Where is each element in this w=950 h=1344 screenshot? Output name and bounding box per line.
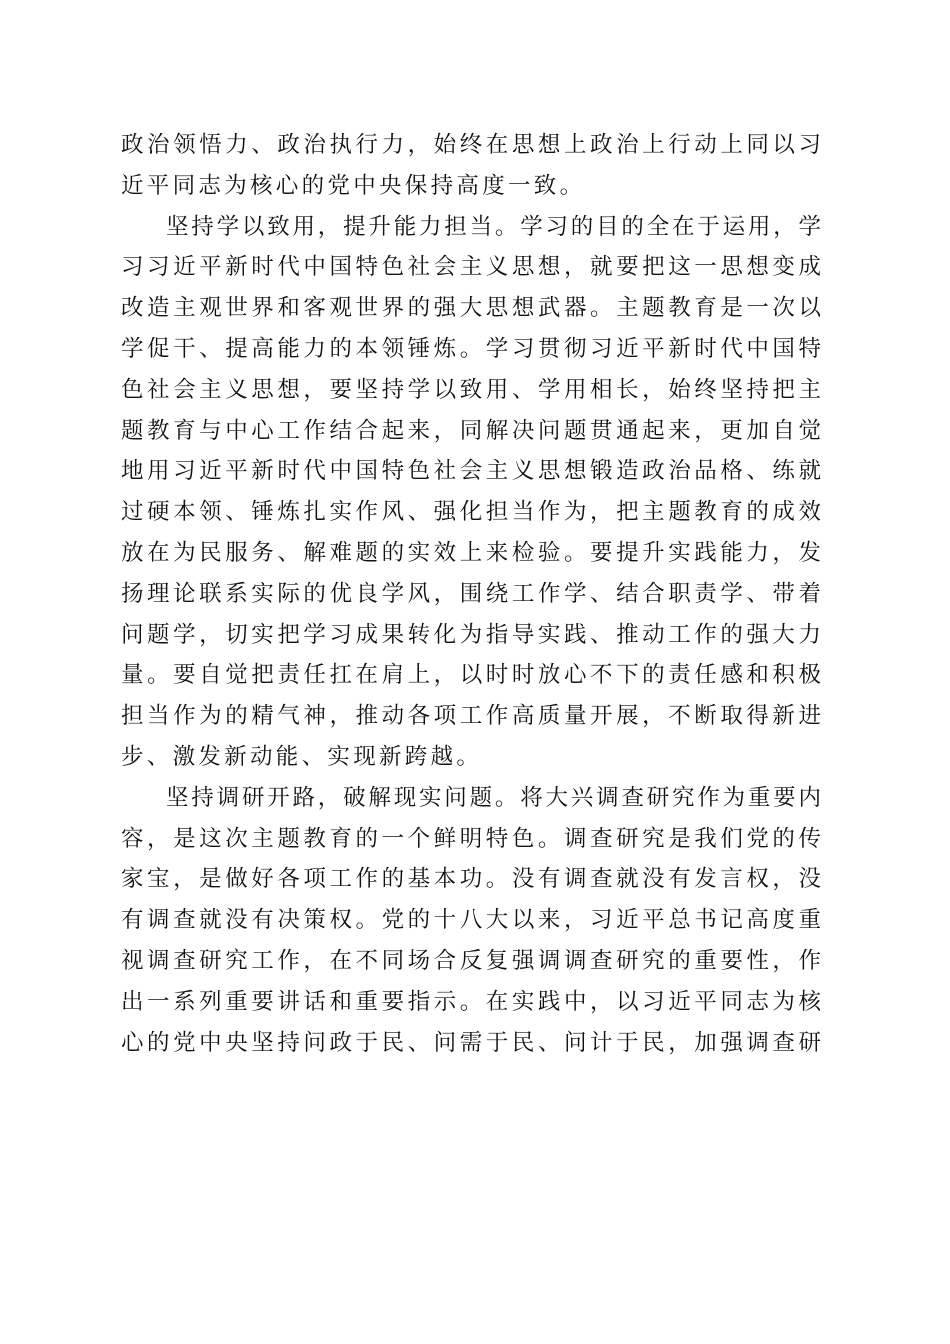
paragraph-2 bbox=[121, 207, 821, 778]
text-line: 心的党中央坚持问政于民、问需于民、问计于民，加强调查研 bbox=[121, 1029, 821, 1056]
text-line: 坚持调研开路，破解现实问题。将大兴调查研究作为重要内 bbox=[166, 784, 821, 811]
text-line: 步、激发新动能、实现新跨越。 bbox=[121, 743, 483, 770]
text-line: 出一系列重要讲话和重要指示。在实践中，以习近平同志为核 bbox=[121, 988, 821, 1015]
body-text bbox=[121, 125, 821, 1063]
text-line: 政治领悟力、政治执行力，始终在思想上政治上行动上同以习 bbox=[121, 132, 821, 158]
text-line: 担当作为的精气神，推动各项工作高质量开展，不断取得新进 bbox=[121, 703, 821, 730]
text-line: 习习近平新时代中国特色社会主义思想，就要把这一思想变成 bbox=[121, 254, 821, 281]
paragraph-1 bbox=[121, 125, 821, 207]
text-line: 坚持学以致用，提升能力担当。学习的目的全在于运用，学 bbox=[166, 213, 821, 240]
text-line: 容，是这次主题教育的一个鲜明特色。调查研究是我们党的传 bbox=[121, 825, 821, 852]
text-line: 色社会主义思想，要坚持学以致用、学用相长，始终坚持把主 bbox=[121, 376, 821, 403]
text-line: 近平同志为核心的党中央保持高度一致。 bbox=[121, 172, 586, 199]
paragraph-3 bbox=[121, 778, 821, 1064]
text-line: 有调查就没有决策权。党的十八大以来，习近平总书记高度重 bbox=[121, 907, 821, 934]
text-line: 地用习近平新时代中国特色社会主义思想锻造政治品格、练就 bbox=[121, 458, 821, 485]
text-line: 放在为民服务、解难题的实效上来检验。要提升实践能力，发 bbox=[121, 539, 821, 566]
text-line: 改造主观世界和客观世界的强大思想武器。主题教育是一次以 bbox=[121, 295, 821, 322]
text-line: 问题学，切实把学习成果转化为指导实践、推动工作的强大力 bbox=[121, 621, 821, 648]
text-line: 家宝，是做好各项工作的基本功。没有调查就没有发言权，没 bbox=[121, 866, 821, 893]
text-line: 过硬本领、锤炼扎实作风、强化担当作为，把主题教育的成效 bbox=[121, 499, 821, 526]
text-line: 学促干、提高能力的本领锤炼。学习贯彻习近平新时代中国特 bbox=[121, 335, 821, 362]
text-line: 扬理论联系实际的优良学风，围绕工作学、结合职责学、带着 bbox=[121, 580, 821, 607]
text-line: 量。要自觉把责任扛在肩上，以时时放心不下的责任感和积极 bbox=[121, 662, 821, 689]
text-line: 视调查研究工作，在不同场合反复强调调查研究的重要性，作 bbox=[121, 947, 821, 974]
text-line: 题教育与中心工作结合起来，同解决问题贯通起来，更加自觉 bbox=[121, 417, 821, 444]
